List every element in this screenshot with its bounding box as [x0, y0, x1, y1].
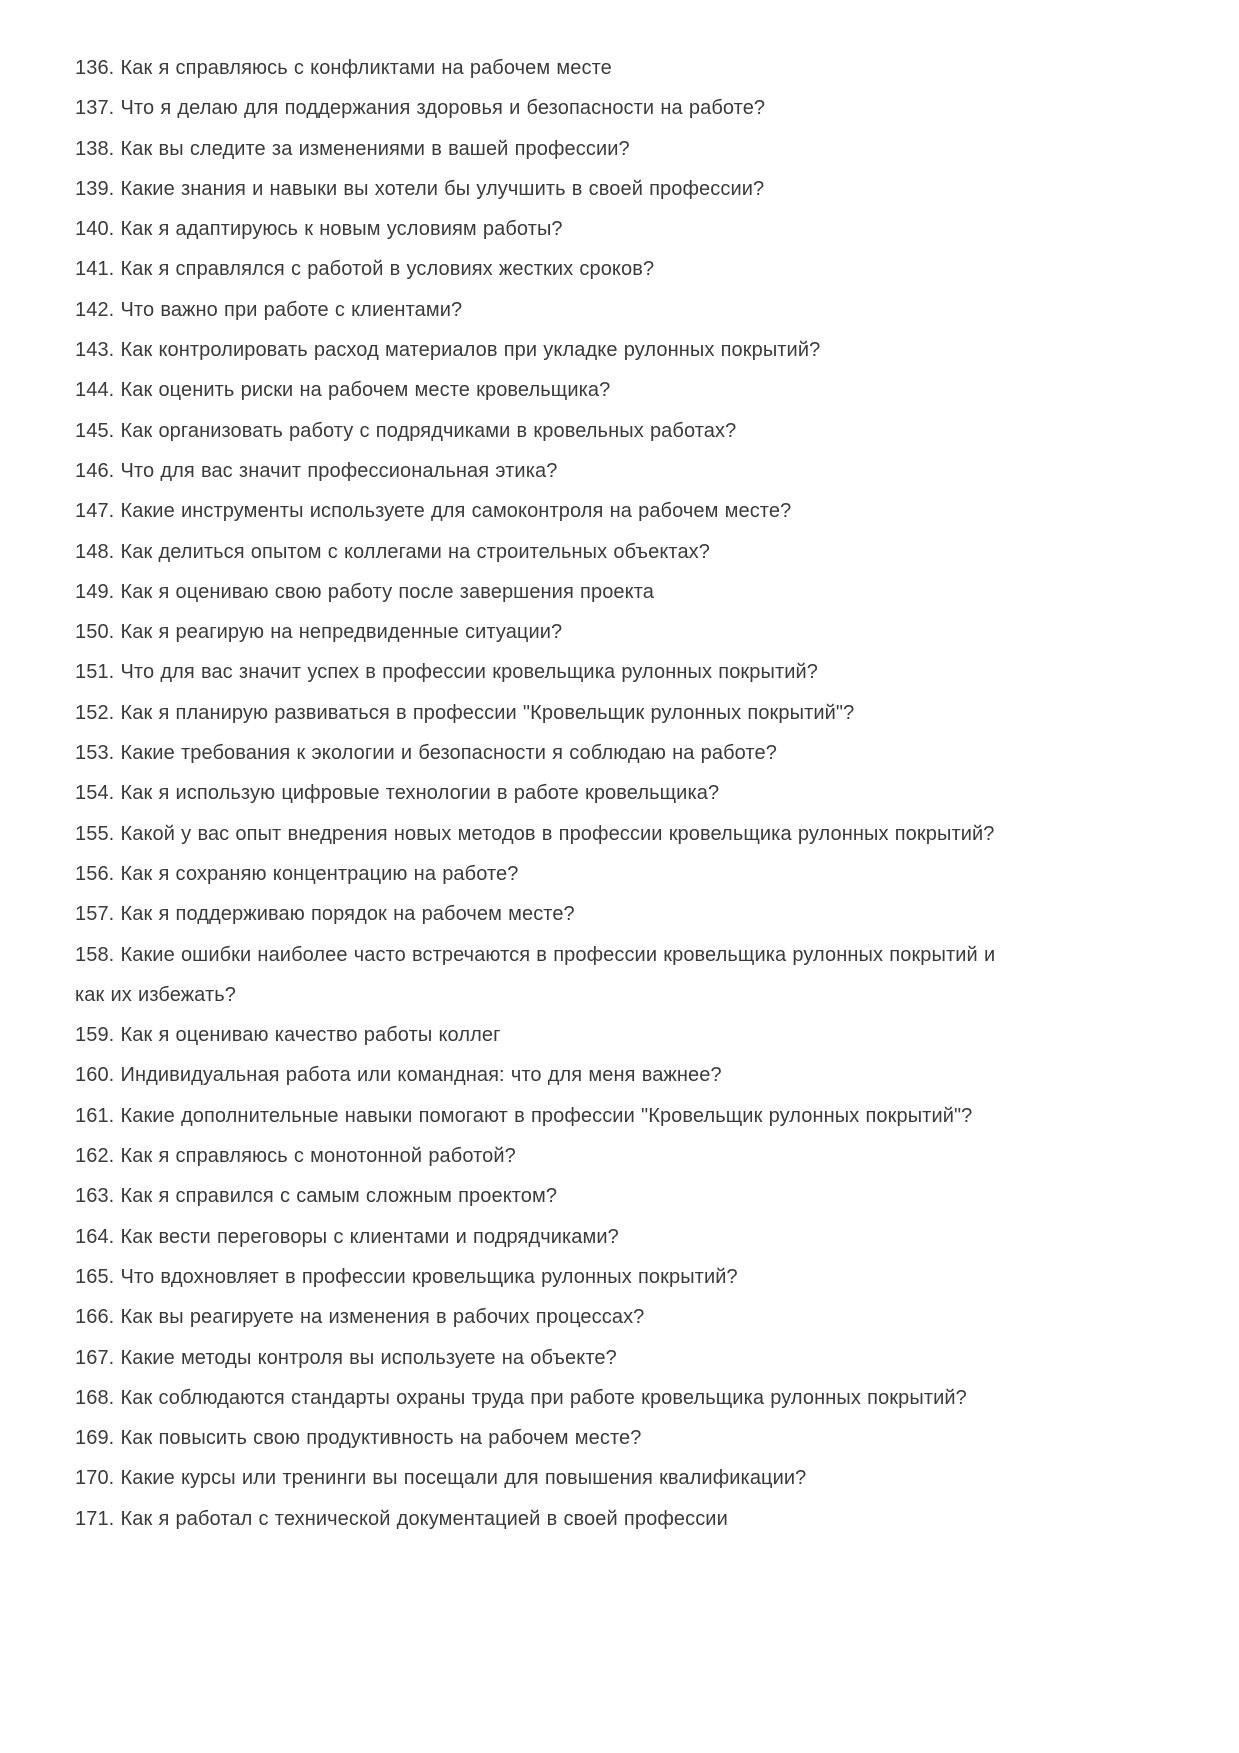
list-item [75, 330, 1007, 370]
list-item [75, 572, 1007, 612]
item-number: 149. [75, 580, 121, 603]
list-item [75, 88, 1007, 128]
item-text: Какие курсы или тренинги вы посещали для повышения квалификации? [120, 1467, 807, 1490]
item-number: 171. [75, 1507, 121, 1530]
item-number: 141. [75, 258, 121, 281]
list-item [75, 1297, 1007, 1337]
item-text: Какие методы контроля вы используете на объекте? [120, 1346, 617, 1369]
list-item [75, 1055, 1007, 1095]
list-item [75, 814, 1007, 854]
list-item [75, 773, 1007, 813]
item-number: 144. [75, 379, 121, 402]
list-item [75, 411, 1007, 451]
list-item [75, 1418, 1007, 1458]
item-text: Как я справился с самым сложным проектом? [120, 1185, 558, 1208]
item-text: Какие дополнительные навыки помогают в профессии "Кровельщик рулонных покрытий"? [120, 1104, 973, 1127]
list-item [75, 1257, 1007, 1297]
item-text: Как оценить риски на рабочем месте кровельщика? [120, 379, 611, 402]
item-text: Какие знания и навыки вы хотели бы улучшить в своей профессии? [120, 177, 765, 200]
item-text: Как делиться опытом с коллегами на строительных объектах? [120, 540, 710, 563]
list-item [75, 370, 1007, 410]
list-item [75, 169, 1007, 209]
list-item [75, 249, 1007, 289]
item-text: Что я делаю для поддержания здоровья и безопасности на работе? [120, 97, 766, 120]
item-text: Что вдохновляет в профессии кровельщика рулонных покрытий? [120, 1265, 738, 1288]
list-item [75, 935, 1007, 1016]
item-number: 138. [75, 137, 121, 160]
list-item [75, 612, 1007, 652]
list-item [75, 1499, 1007, 1539]
list-item [75, 1015, 1007, 1055]
item-number: 137. [75, 97, 121, 120]
list-item [75, 209, 1007, 249]
list-item [75, 129, 1007, 169]
list-item [75, 1338, 1007, 1378]
item-number: 152. [75, 701, 121, 724]
item-text: Какие ошибки наиболее часто встречаются в профессии кровельщика рулонных покрытий и как их избежать? [75, 943, 996, 1006]
item-text: Как я справляюсь с конфликтами на рабочем месте [120, 57, 612, 79]
item-text: Какие инструменты используете для самоконтроля на рабочем месте? [120, 500, 792, 523]
item-text: Как я поддерживаю порядок на рабочем месте? [120, 903, 575, 926]
list-item [75, 290, 1007, 330]
item-text: Как я реагирую на непредвиденные ситуации? [120, 621, 563, 644]
item-text: Как я справлялся с работой в условиях жестких сроков? [120, 258, 655, 281]
list-item [75, 652, 1007, 692]
item-number: 143. [75, 339, 121, 362]
item-number: 139. [75, 177, 121, 200]
list-item [75, 451, 1007, 491]
item-text: Какие требования к экологии и безопасности я соблюдаю на работе? [120, 742, 777, 765]
list-item [75, 491, 1007, 531]
item-text: Как я сохраняю концентрацию на работе? [120, 862, 519, 885]
item-number: 166. [75, 1306, 121, 1329]
list-item [75, 1176, 1007, 1216]
item-number: 168. [75, 1386, 121, 1409]
list-item [75, 1136, 1007, 1176]
item-number: 150. [75, 621, 121, 644]
item-number: 159. [75, 1024, 121, 1047]
item-number: 140. [75, 218, 121, 241]
item-number: 156. [75, 862, 121, 885]
question-list [75, 48, 1007, 1539]
item-text: Как вести переговоры с клиентами и подрядчиками? [120, 1225, 619, 1248]
item-text: Что для вас значит профессиональная этика? [120, 459, 558, 482]
list-item [75, 1378, 1007, 1418]
item-text: Как соблюдаются стандарты охраны труда при работе кровельщика рулонных покрытий? [120, 1386, 967, 1409]
item-text: Что важно при работе с клиентами? [120, 298, 463, 321]
item-number: 167. [75, 1346, 121, 1369]
item-text: Как контролировать расход материалов при укладке рулонных покрытий? [120, 339, 821, 362]
item-number: 170. [75, 1467, 121, 1490]
item-number: 154. [75, 782, 121, 805]
item-text: Как организовать работу с подрядчиками в кровельных работах? [120, 419, 737, 442]
item-number: 158. [75, 943, 121, 966]
item-number: 165. [75, 1265, 121, 1288]
item-number: 136. [75, 57, 121, 79]
item-number: 147. [75, 500, 121, 523]
item-text: Как я использую цифровые технологии в работе кровельщика? [120, 782, 720, 805]
item-number: 157. [75, 903, 121, 926]
item-text: Как я оцениваю свою работу после завершения проекта [120, 580, 654, 603]
list-item [75, 1458, 1007, 1498]
item-number: 169. [75, 1427, 121, 1450]
item-text: Что для вас значит успех в профессии кровельщика рулонных покрытий? [120, 661, 818, 684]
item-text: Какой у вас опыт внедрения новых методов в профессии кровельщика рулонных покрытий? [120, 822, 995, 845]
item-text: Как я оцениваю качество работы коллег [120, 1024, 501, 1047]
item-number: 155. [75, 822, 121, 845]
list-item [75, 1096, 1007, 1136]
item-text: Как повысить свою продуктивность на рабочем месте? [120, 1427, 642, 1450]
item-number: 160. [75, 1064, 121, 1087]
list-item [75, 1217, 1007, 1257]
item-number: 163. [75, 1185, 121, 1208]
item-number: 153. [75, 742, 121, 765]
list-item [75, 894, 1007, 934]
list-item [75, 854, 1007, 894]
item-number: 142. [75, 298, 121, 321]
item-number: 162. [75, 1145, 121, 1168]
item-text: Как вы реагируете на изменения в рабочих процессах? [120, 1306, 645, 1329]
item-number: 164. [75, 1225, 121, 1248]
item-text: Как я адаптируюсь к новым условиям работы? [120, 218, 563, 241]
item-number: 146. [75, 459, 121, 482]
item-text: Как вы следите за изменениями в вашей профессии? [120, 137, 630, 160]
item-text: Как я работал с технической документацией в своей профессии [120, 1507, 728, 1530]
list-item [75, 733, 1007, 773]
list-item [75, 532, 1007, 572]
list-item [75, 48, 1007, 88]
item-number: 148. [75, 540, 121, 563]
item-text: Как я планирую развиваться в профессии "Кровельщик рулонных покрытий"? [120, 701, 855, 724]
item-text: Индивидуальная работа или командная: что для меня важнее? [120, 1064, 722, 1087]
item-number: 161. [75, 1104, 121, 1127]
item-number: 151. [75, 661, 121, 684]
item-number: 145. [75, 419, 121, 442]
item-text: Как я справляюсь с монотонной работой? [120, 1145, 516, 1168]
list-item [75, 693, 1007, 733]
